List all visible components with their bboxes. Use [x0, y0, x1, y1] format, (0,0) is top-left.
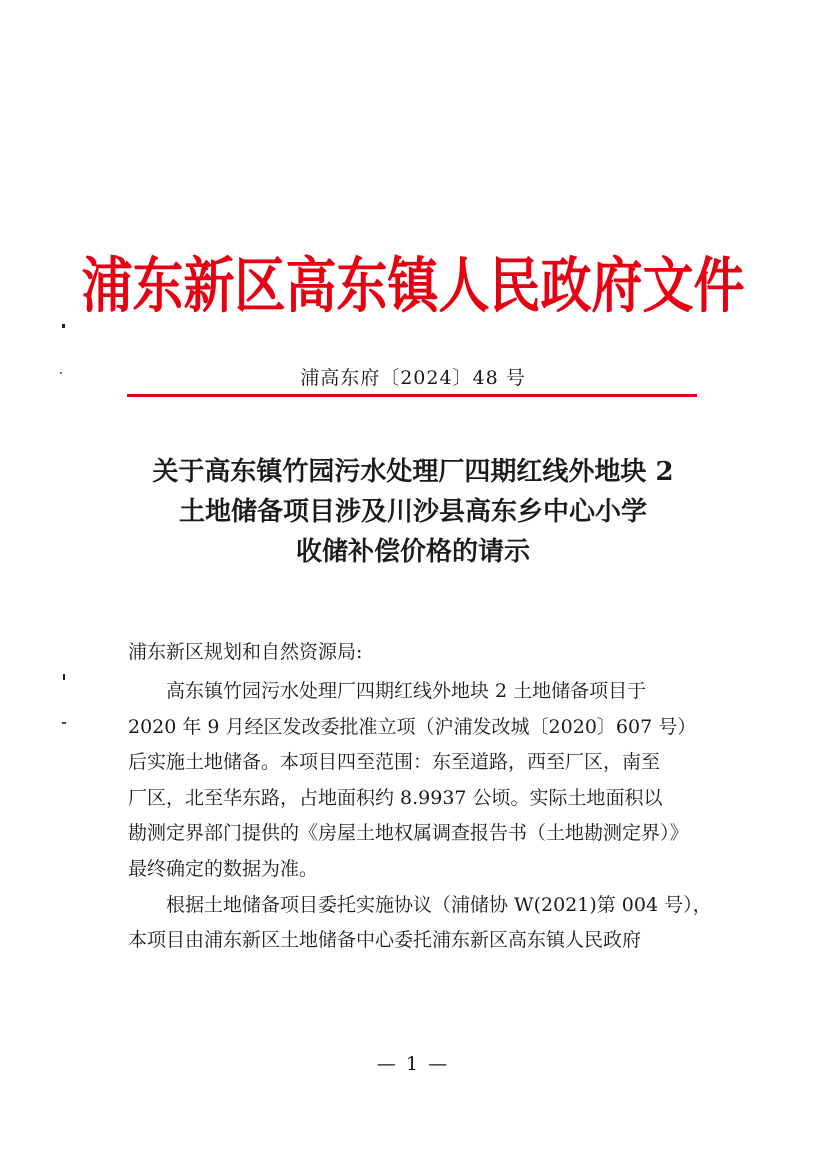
document-number: 浦高东府〔2024〕48 号	[300, 367, 526, 389]
page-number: — 1 —	[376, 1053, 450, 1075]
body-line: 2020 年 9 月经区发改委批准立项（沪浦发改城〔2020〕607 号）	[128, 715, 697, 738]
body-line: 厂区，北至华东路，占地面积约 8.9937 公顷。实际土地面积以	[128, 786, 663, 809]
body-line: 最终确定的数据为准。	[128, 857, 319, 880]
recipient-line: 浦东新区规划和自然资源局:	[128, 641, 363, 663]
title-line: 土地储备项目涉及川沙县高东乡中心小学	[178, 497, 647, 527]
body-line: 勘测定界部门提供的《房屋土地权属调查报告书（土地勘测定界）》	[128, 822, 689, 845]
body-line: 高东镇竹园污水处理厂四期红线外地块 2 土地储备项目于	[166, 680, 647, 702]
scan-speck	[62, 722, 66, 724]
red-separator-rule	[127, 394, 697, 397]
title-line: 关于高东镇竹园污水处理厂四期红线外地块 2	[152, 457, 674, 487]
body-line: 后实施土地储备。本项目四至范围：东至道路，西至厂区，南至	[128, 751, 661, 774]
title-line: 收储补偿价格的请示	[295, 537, 530, 567]
document-masthead: 浦东新区高东镇人民政府文件	[81, 252, 745, 322]
scan-speck	[63, 674, 65, 680]
body-text	[128, 674, 712, 959]
body-line: 本项目由浦东新区土地储备中心委托浦东新区高东镇人民政府	[128, 929, 642, 952]
body-line: 根据土地储备项目委托实施协议（浦储协 W(2021)第 004 号），	[166, 893, 712, 916]
document-title	[100, 452, 726, 572]
